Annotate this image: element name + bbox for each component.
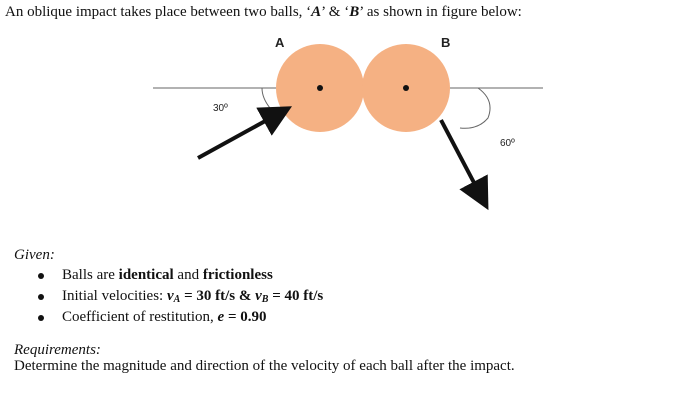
- given-item-text: and: [173, 267, 203, 283]
- given-item-velocities: [36, 286, 323, 307]
- given-heading: Given:: [14, 247, 55, 263]
- angle-label-a: 30º: [213, 103, 228, 114]
- restitution-symbol: e: [217, 309, 225, 325]
- intro-ball-b: B: [349, 4, 360, 20]
- given-item-text: Coefficient of restitution,: [62, 309, 218, 325]
- velocity-arrow-b: [441, 120, 481, 196]
- velocity-arrow-a: [198, 114, 278, 158]
- given-ampersand: &: [235, 288, 256, 304]
- bullet-dot: [38, 315, 44, 321]
- intro-ball-a: A: [311, 4, 322, 20]
- angle-label-b: 60º: [500, 138, 515, 149]
- bullet-dot: [38, 273, 44, 279]
- given-item-text: Balls are: [62, 267, 119, 283]
- given-list: [36, 265, 323, 328]
- velocity-a-value: = 30 ft/s: [180, 288, 236, 304]
- velocity-b-subscript: B: [261, 294, 269, 305]
- velocity-a-subscript: A: [173, 294, 181, 305]
- intro-text-start: An oblique impact takes place between two balls, ‘: [5, 4, 312, 20]
- intro-text-mid: ’ & ‘: [321, 4, 350, 20]
- angle-arc-b: [460, 88, 490, 128]
- ball-a-center-dot: [317, 85, 323, 91]
- requirements-heading: Requirements:: [14, 342, 101, 358]
- given-item-text: Initial velocities:: [62, 288, 167, 304]
- label-ball-b: B: [441, 35, 451, 50]
- given-item-restitution: [36, 307, 323, 328]
- restitution-value: = 0.90: [224, 309, 267, 325]
- velocity-a-symbol: v: [166, 288, 174, 304]
- label-ball-a: A: [275, 35, 285, 50]
- velocity-b-symbol: v: [255, 288, 262, 304]
- angle-arc-a: [262, 88, 270, 108]
- given-identical: identical: [118, 267, 174, 283]
- ball-b-center-dot: [403, 85, 409, 91]
- given-item-balls: [36, 265, 323, 286]
- bullet-dot: [38, 294, 44, 300]
- velocity-b-value: = 40 ft/s: [268, 288, 324, 304]
- intro-text-end: ’ as shown in figure below:: [359, 4, 522, 20]
- given-frictionless: frictionless: [202, 267, 273, 283]
- requirements-text: Determine the magnitude and direction of the velocity of each ball after the impact.: [14, 358, 515, 374]
